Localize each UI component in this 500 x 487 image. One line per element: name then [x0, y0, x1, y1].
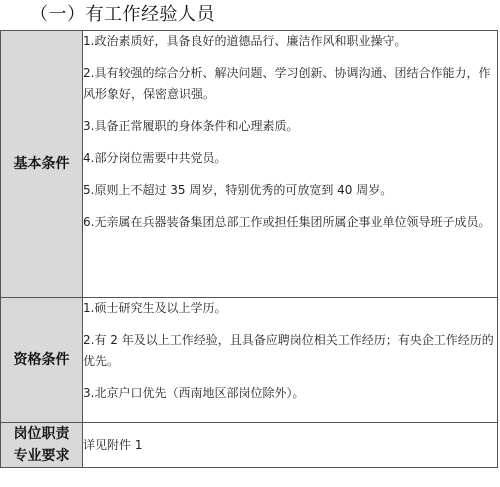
basic-condition-item: 1.政治素质好，具备良好的道德品行、廉洁作风和职业操守。: [83, 34, 407, 48]
basic-condition-item: 3.具备正常履职的身体条件和心理素质。: [83, 119, 299, 133]
duties-value: 详见附件 1: [83, 437, 143, 452]
basic-condition-item: 5.原则上不超过 35 周岁，特别优秀的可放宽到 40 周岁。: [83, 183, 393, 197]
row-label-duties: [1, 423, 83, 468]
qualification-item: 1.硕士研究生及以上学历。: [83, 301, 227, 315]
basic-condition-item: 6.无亲属在兵器装备集团总部工作或担任集团所属企事业单位领导班子成员。: [83, 215, 491, 229]
row-label-duties-line1: 岗位职责: [13, 426, 70, 442]
requirements-table: [0, 30, 498, 468]
row-label-duties-line2: 专业要求: [13, 448, 70, 464]
basic-condition-item: 4.部分岗位需要中共党员。: [83, 151, 227, 165]
basic-condition-item: 2.具有较强的综合分析、解决问题、学习创新、协调沟通、团结合作能力，作风形象好，保密意识强。: [83, 66, 491, 101]
basic-conditions-content: [83, 31, 498, 298]
table-row-qualification-conditions: [1, 298, 498, 423]
qualification-item: 2.有 2 年及以上工作经验，且具备应聘岗位相关工作经历；有央企工作经历的优先。: [83, 333, 494, 368]
duties-content: [83, 423, 498, 468]
qualification-item: 3.北京户口优先（西南地区部岗位除外）。: [83, 386, 305, 400]
table-row-basic-conditions: [1, 31, 498, 298]
table-row-duties: [1, 423, 498, 468]
row-label-qualification-conditions: 资格条件: [1, 298, 83, 423]
row-label-basic-conditions: 基本条件: [1, 31, 83, 298]
section-title: （一）有工作经验人员: [30, 4, 215, 25]
qualification-conditions-content: [83, 298, 498, 423]
